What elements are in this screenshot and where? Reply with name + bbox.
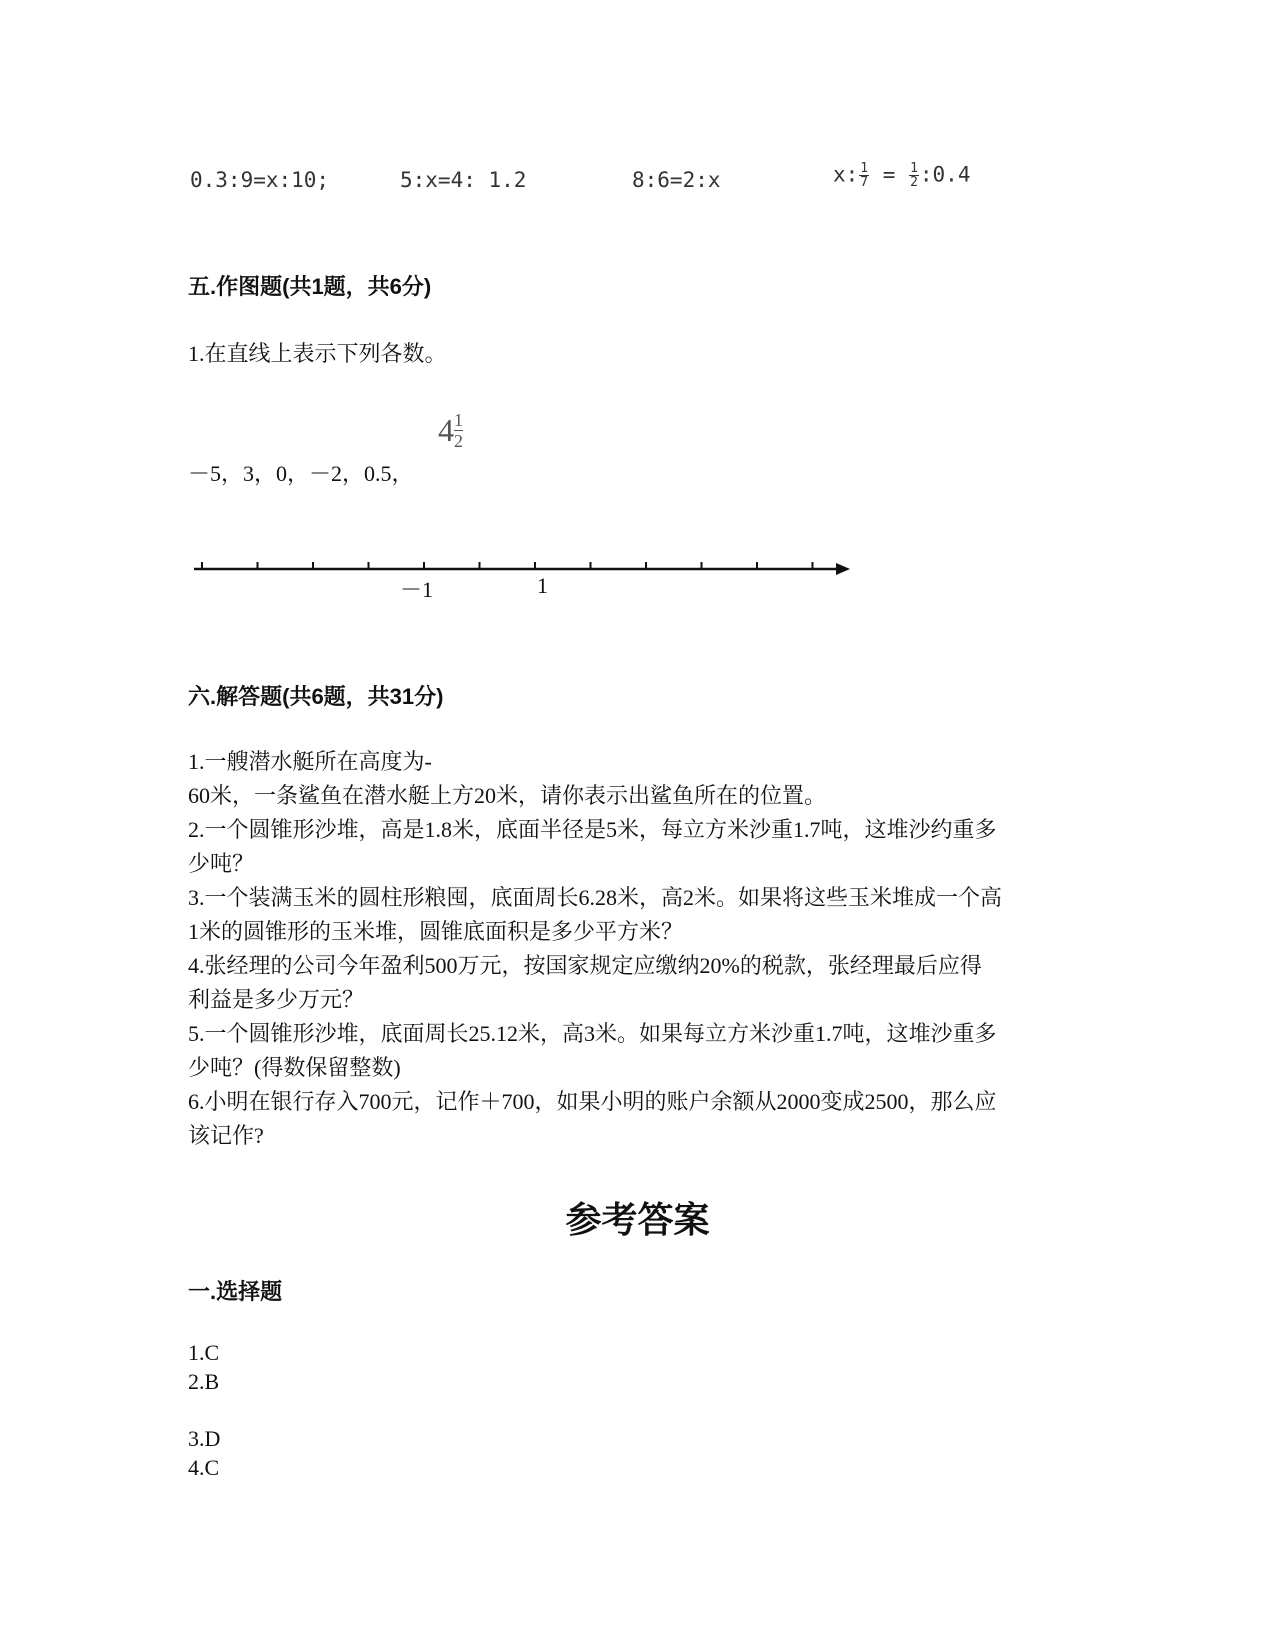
q-line-10: 少吨？(得数保留整数) <box>188 1055 401 1080</box>
eq4-f2-denominator: 2 <box>910 175 918 190</box>
eq4-equals: = <box>870 162 909 187</box>
eq4-fraction-2 <box>909 162 919 189</box>
equation-4 <box>833 162 970 189</box>
answers-title: 参考答案 <box>565 1199 710 1240</box>
q-line-4: 少吨？ <box>188 851 255 876</box>
equation-2: 5:x=4: 1.2 <box>400 168 527 192</box>
answer-2: 2.B <box>188 1369 220 1394</box>
eq4-f1-denominator: 7 <box>860 175 869 190</box>
section5-question-1: 1.在直线上表示下列各数。 <box>188 341 447 366</box>
eq4-prefix: x: <box>833 162 859 187</box>
mixed-number <box>438 410 463 451</box>
equation-1: 0.3:9=x:10; <box>190 168 330 192</box>
section6-questions <box>188 745 1002 1153</box>
q-line-2: 60米，一条鲨鱼在潜水艇上方20米，请你表示出鲨鱼所在的位置。 <box>188 783 827 808</box>
answer-1: 1.C <box>188 1340 220 1365</box>
mixed-numerator: 1 <box>454 410 463 430</box>
section6-heading: 六.解答题(共6题，共31分) <box>188 684 444 709</box>
number-line <box>190 550 860 600</box>
answer-4: 4.C <box>188 1455 220 1480</box>
numbers-list: －5，3，0，－2，0.5， <box>188 461 414 486</box>
eq4-f2-numerator: 1 <box>910 161 918 176</box>
equation-3: 8:6=2:x <box>632 168 721 192</box>
q-line-9: 5.一个圆锥形沙堆，底面周长25.12米，高3米。如果每立方米沙重1.7吨，这堆沙重多 <box>188 1021 997 1046</box>
answers-heading: 一.选择题 <box>188 1279 283 1304</box>
eq4-fraction-1 <box>859 162 869 189</box>
eq4-f1-numerator: 1 <box>860 161 869 176</box>
axis-label-1: 1 <box>537 573 548 598</box>
axis-label-minus-1: －1 <box>400 577 434 602</box>
q-line-8: 利益是多少万元？ <box>188 987 365 1012</box>
q-line-6: 1米的圆锥形的玉米堆，圆锥底面积是多少平方米？ <box>188 919 684 944</box>
eq4-suffix: :0.4 <box>919 162 971 187</box>
section5-heading: 五.作图题(共1题，共6分) <box>188 274 432 299</box>
mixed-fraction <box>454 410 463 451</box>
q-line-11: 6.小明在银行存入700元，记作＋700，如果小明的账户余额从2000变成2500，那么应 <box>188 1089 997 1114</box>
q-line-12: 该记作? <box>188 1123 264 1148</box>
number-line-arrow <box>836 563 850 575</box>
q-line-7: 4.张经理的公司今年盈利500万元，按国家规定应缴纳20%的税款，张经理最后应得 <box>188 953 982 978</box>
mixed-whole: 4 <box>438 412 454 448</box>
q-line-1: 1.一艘潜水艇所在高度为- <box>188 749 432 774</box>
answer-3: 3.D <box>188 1426 221 1451</box>
q-line-5: 3.一个装满玉米的圆柱形粮囤，底面周长6.28米，高2米。如果将这些玉米堆成一个高 <box>188 885 1003 910</box>
mixed-denominator: 2 <box>454 431 463 451</box>
q-line-3: 2.一个圆锥形沙堆，高是1.8米，底面半径是5米，每立方米沙重1.7吨，这堆沙约重多 <box>188 817 997 842</box>
